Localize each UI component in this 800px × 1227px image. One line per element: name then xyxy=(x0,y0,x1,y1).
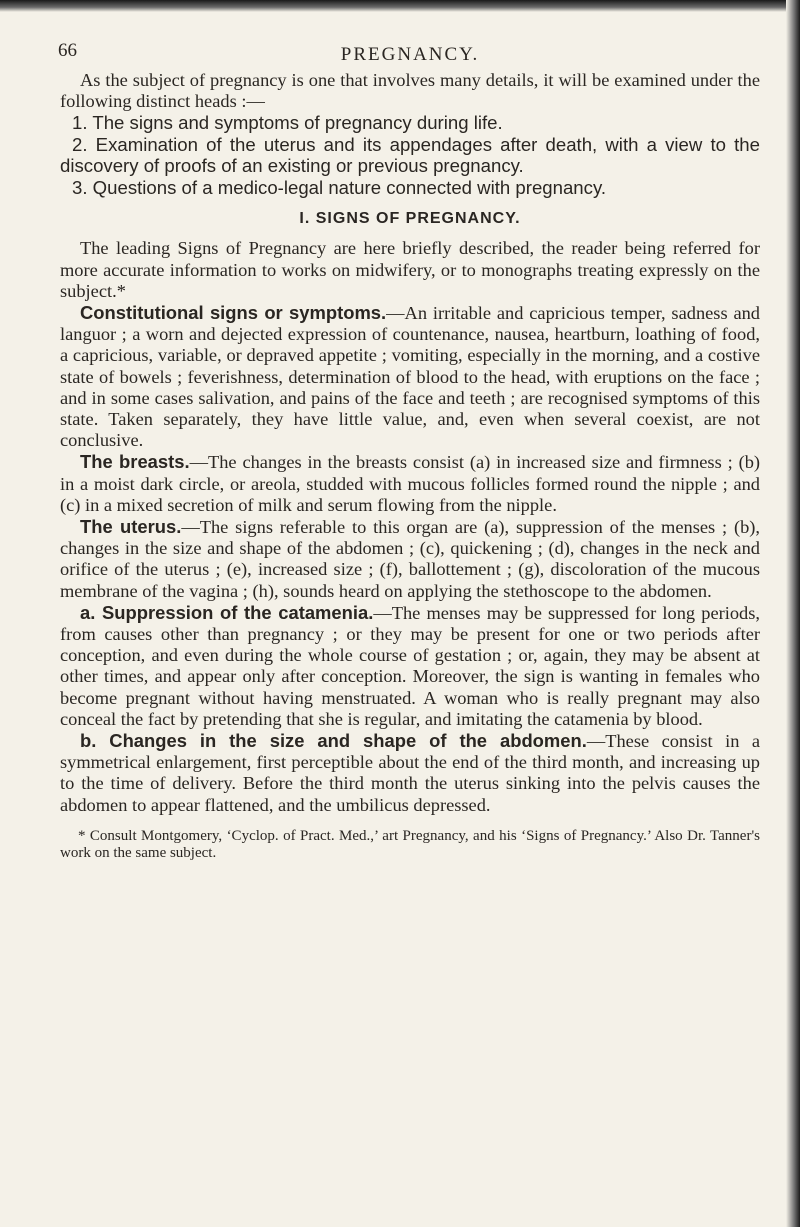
page-number: 66 xyxy=(58,40,77,61)
book-page xyxy=(60,40,760,862)
head-item-1: 1. The signs and symptoms of pregnancy during life. xyxy=(72,112,503,134)
section-heading: I. SIGNS OF PREGNANCY. xyxy=(299,210,521,228)
section-intro-paragraph: The leading Signs of Pregnancy are here briefly described, the reader being referred for more accurate information to works on midwifery, or to monographs treating expressly on the subject.* xyxy=(60,238,760,301)
runin-heading: Constitutional signs or symptoms. xyxy=(80,302,387,324)
scan-shadow-right xyxy=(786,0,800,1227)
runin-heading: The uterus. xyxy=(80,516,182,538)
paragraph-body: —These consist in a symmetrical enlargement, first perceptible about the end of the third month, and increasing up to the time of delivery. Before the third month the uterus sinking into the pelvis causes the abdomen to appear flattened, and the umbilicus depressed. xyxy=(60,731,760,815)
head-item-2: 2. Examination of the uterus and its appendages after death, with a view to the discovery of proofs of an existing or previous pregnancy. xyxy=(60,133,760,177)
paragraph-constitutional-signs xyxy=(60,302,760,451)
footnote: * Consult Montgomery, ‘Cyclop. of Pract. Med.,’ art Pregnancy, and his ‘Signs of Pregnancy.’ Also Dr. Tanner's work on the same subject. xyxy=(60,827,760,861)
runin-heading: The breasts. xyxy=(80,451,190,473)
intro-paragraph: As the subject of pregnancy is one that involves many details, it will be examined under the following distinct heads :— xyxy=(60,70,760,112)
runin-heading: a. Suppression of the catamenia. xyxy=(80,601,374,623)
paragraph-body: —An irritable and capricious temper, sadness and languor ; a worn and dejected expression of countenance, nausea, heartburn, loathing of food, a capricious, variable, or depraved appetite ; vomiting, especially in the morning, and a costive state of bowels ; feverishness, determination of blood to the head, with eruptions on the face ; and in some cases salivation, and pains of the face and teeth ; are recognised symptoms of this state. Taken separately, they have little value, and, even when several coexist, are not conclusive. xyxy=(60,303,760,451)
paragraph-breasts xyxy=(60,451,760,516)
paragraph-abdomen-changes xyxy=(60,730,760,816)
paragraph-body: —The menses may be suppressed for long periods, from causes other than pregnancy ; or they may be present for one or two periods after conception, and even during the whole course of gestation ; or, again, they may be absent at other times, and appear only after conception. Moreover, the sign is wanting in females who become pregnant without having menstruated. A woman who is really pregnant may also conceal the fact by pretending that she is regular, and imitating the catamenia by blood. xyxy=(60,602,760,729)
running-head xyxy=(60,40,760,70)
footnotes xyxy=(60,828,760,862)
scan-shadow-top xyxy=(0,0,800,12)
paragraph-uterus xyxy=(60,516,760,602)
paragraph-suppression-catamenia xyxy=(60,602,760,730)
runin-heading: b. Changes in the size and shape of the abdomen. xyxy=(80,730,587,752)
paragraph-body: —The signs referable to this organ are (a), suppression of the menses ; (b), changes in the size and shape of the abdomen ; (c), quickening ; (d), changes in the neck and orifice of the uterus ; (e), increased size ; (f), ballottement ; (g), discoloration of the mucous membrane of the vagina ; (h), sounds heard on applying the stethoscope to the abdomen. xyxy=(60,517,760,601)
running-title: PREGNANCY. xyxy=(340,44,480,65)
paragraph-body: —The changes in the breasts consist (a) in increased size and firmness ; (b) in a moist dark circle, or areola, studded with mucous follicles formed round the nipple ; and (c) in a mixed secretion of milk and serum flowing from the nipple. xyxy=(60,452,761,515)
head-item-3: 3. Questions of a medico-legal nature connected with pregnancy. xyxy=(72,176,607,198)
